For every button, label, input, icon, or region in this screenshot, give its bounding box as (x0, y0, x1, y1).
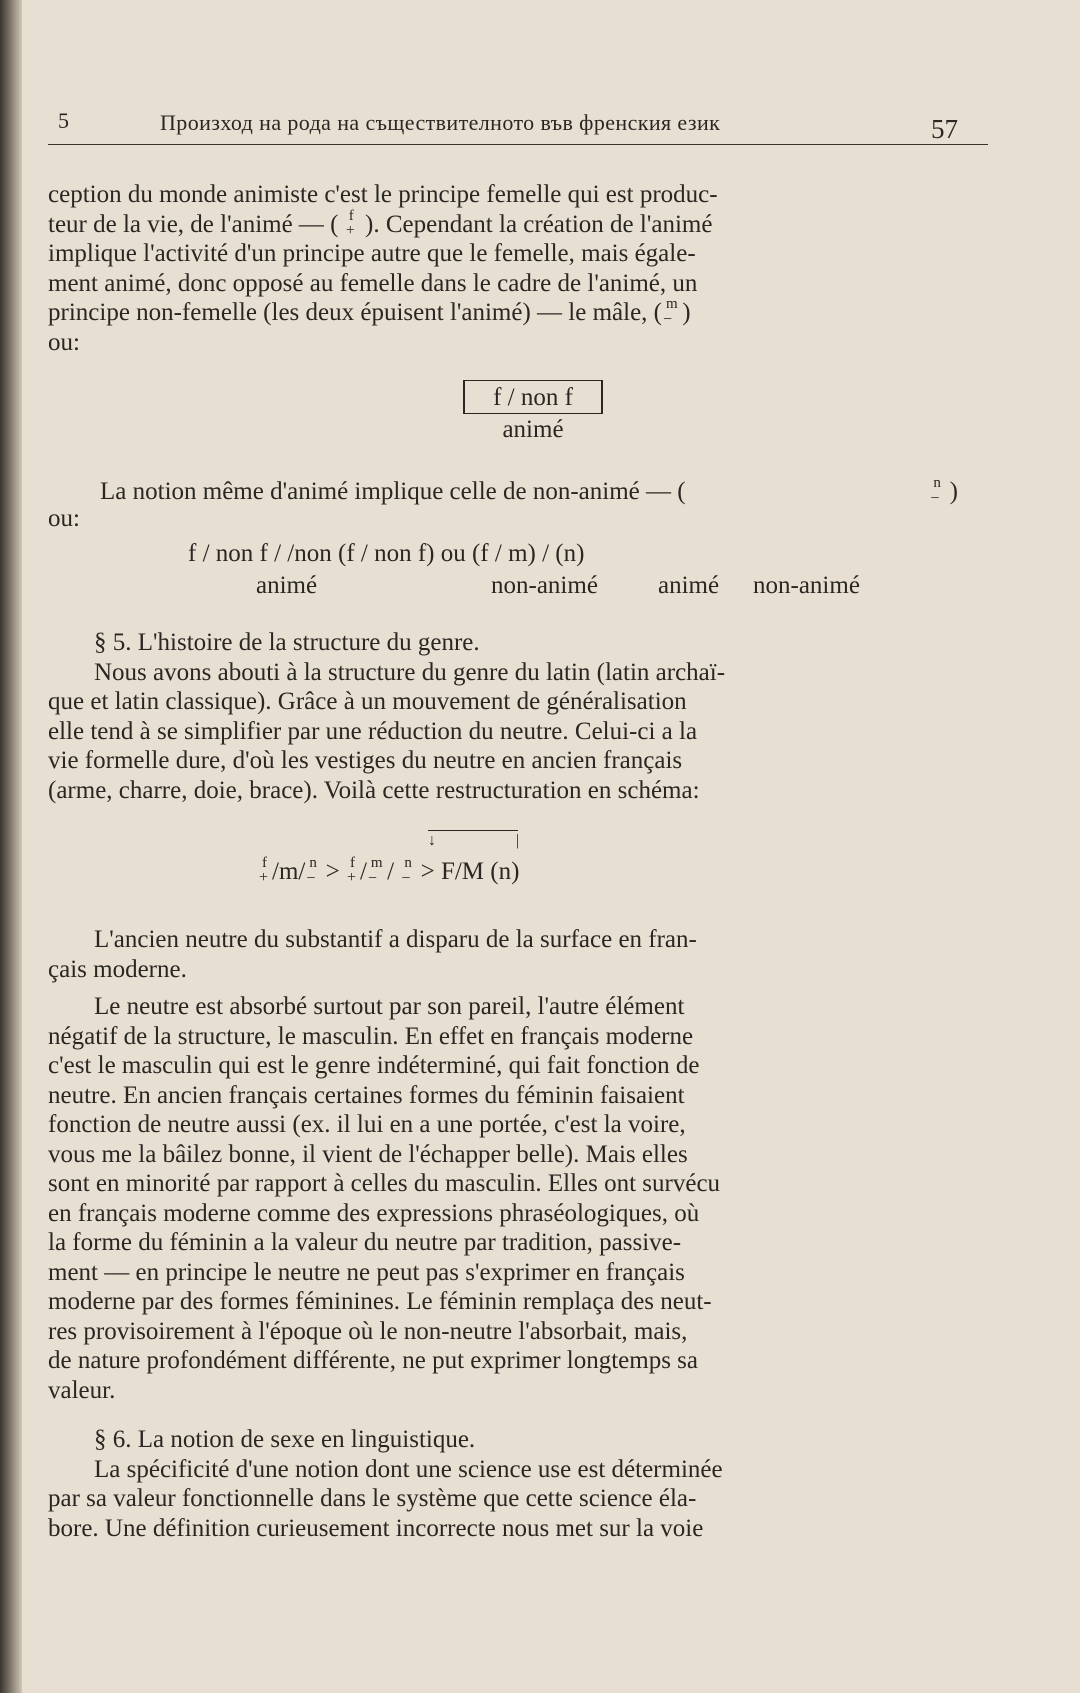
section-number: 5 (58, 108, 69, 133)
text-line: c'est le masculin qui est le genre indéterminé, qui fait fonction de (48, 1052, 700, 1079)
schema-slash: / (387, 858, 395, 885)
schema-bracket (428, 830, 518, 843)
text-line: implique l'activité d'un principe autre que le femelle, mais égale- (48, 240, 696, 267)
book-spine-shadow (0, 0, 22, 1693)
formula-label: non-animé (491, 572, 598, 599)
text-line: neutre. En ancien français certaines formes du féminin faisaient (48, 1081, 685, 1109)
text-line: res provisoirement à l'époque où le non-neutre l'absorbait, mais, (48, 1317, 688, 1345)
ou-label: ou: (48, 505, 80, 532)
text-line: çais moderne. (48, 955, 187, 983)
paragraph-absorbe (48, 992, 980, 1405)
neuter-symbol: n − (401, 855, 412, 887)
text-line: valeur. (48, 1376, 116, 1404)
text-line: vous me la bâilez bonne, il vient de l'échapper belle). Mais elles (48, 1140, 688, 1168)
feminine-symbol: f + (345, 207, 355, 239)
formula-box: f / non f (463, 380, 603, 414)
section-6 (48, 1425, 980, 1543)
text-line: ment — en principe le neutre ne peut pas s'exprimer en français (48, 1258, 685, 1286)
closing-paren: ) (949, 478, 958, 505)
schema-part: /m/ (272, 858, 306, 885)
text-line: (arme, charre, doie, brace). Voilà cette restructuration en schéma: (48, 776, 700, 804)
text-line: en français moderne comme des expressions phraséologiques, où (48, 1199, 700, 1227)
formula-label: animé (658, 572, 720, 599)
masculine-symbol: m − (367, 855, 383, 887)
text-line: ou: (48, 328, 80, 356)
feminine-symbol: f + (346, 855, 356, 886)
text-line: L'ancien neutre du substantif a disparu de la surface en fran- (94, 926, 697, 953)
text-line: bore. Une définition curieusement incorrecte nous met sur la voie (48, 1514, 704, 1542)
text-line: vie formelle dure, d'où les vestiges du neutre en ancien français (48, 747, 683, 774)
running-title: Произход на рода на съществителното във френския език (160, 110, 721, 135)
paragraph-animiste (48, 180, 980, 357)
masculine-symbol: m − (663, 296, 678, 328)
book-page (48, 0, 988, 1693)
down-arrow-icon: ↓ (428, 832, 436, 849)
formula-label: animé (256, 572, 318, 599)
text-line: moderne par des formes féminines. Le féminin remplaça des neut- (48, 1288, 712, 1315)
text-line (48, 298, 980, 328)
text-line: de nature profondément différente, ne put exprimer longtemps sa (48, 1347, 699, 1374)
page-number: 57 (931, 114, 958, 144)
animate-formula (413, 380, 653, 444)
running-header (48, 100, 988, 145)
schema-slash: / (359, 858, 367, 885)
formula-label: animé (502, 416, 564, 443)
text-line: fonction de neutre aussi (ex. il lui en a une portée, c'est la voire, (48, 1111, 686, 1138)
text-line: la forme du féminin a la valeur du neutre par tradition, passive- (48, 1229, 682, 1256)
greater-than: > (325, 858, 340, 885)
text-line: sont en minorité par rapport à celles du masculin. Elles ont survécu (48, 1170, 721, 1197)
restructuration-schema (258, 832, 520, 887)
feminine-symbol: f + (259, 855, 269, 886)
formula-label: non-animé (753, 572, 860, 599)
section-5 (48, 628, 980, 805)
neuter-symbol: n − (930, 475, 941, 507)
text-line: elle tend à se simplifier par une réduction du neutre. Celui-ci a la (48, 717, 698, 745)
neuter-symbol-group (929, 475, 958, 507)
structure-formula: f / non f / /non (f / non f) ou (f / m) / (n) (188, 540, 585, 567)
text-line: La spécificité d'une notion dont une science use est déterminée (94, 1455, 723, 1483)
text-segment: teur de la vie, de l'animé — ( (48, 210, 339, 238)
section-heading: § 5. L'histoire de la structure du genre. (94, 629, 480, 656)
text-segment: principe non-femelle (les deux épuisent l'animé) — le mâle, ( (48, 299, 663, 326)
schema-part: > F/M (n) (420, 858, 520, 885)
notion-text: La notion même d'animé implique celle de non-animé — ( (100, 478, 686, 505)
text-line: ment animé, donc opposé au femelle dans le cadre de l'animé, un (48, 269, 698, 297)
neuter-symbol: n − (306, 855, 317, 887)
text-line: négatif de la structure, le masculin. En effet en français moderne (48, 1022, 694, 1050)
section-heading: § 6. La notion de sexe en linguistique. (94, 1426, 476, 1453)
text-line: par sa valeur fonctionnelle dans le système que cette science éla- (48, 1485, 697, 1512)
schema-tick: | (516, 832, 520, 849)
text-line: ception du monde animiste c'est le principe femelle qui est produc- (48, 181, 718, 208)
text-line: Le neutre est absorbé surtout par son pareil, l'autre élément (94, 993, 685, 1020)
text-line: que et latin classique). Grâce à un mouvement de généralisation (48, 688, 687, 715)
text-segment: ). Cependant la création de l'animé (365, 210, 713, 238)
text-line (48, 207, 980, 240)
text-segment: ) (682, 299, 691, 326)
paragraph-ancien-neutre (48, 925, 980, 984)
text-line: Nous avons abouti à la structure du genre du latin (latin archaï- (94, 658, 726, 686)
